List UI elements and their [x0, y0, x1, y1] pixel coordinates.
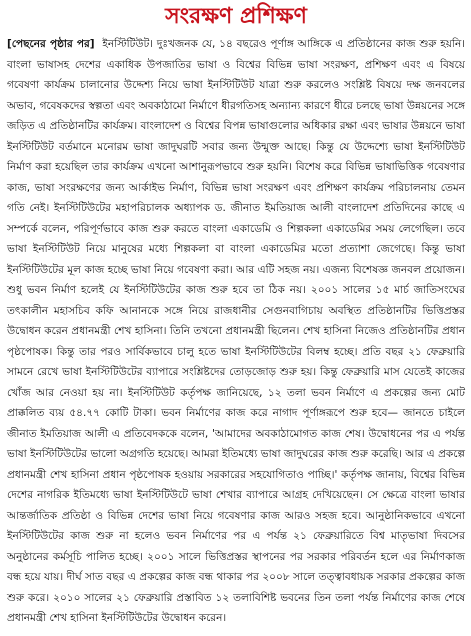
article-paragraph-4: ভবন নির্মাণের কাজ করে নাগাদ পূর্ণাঙ্গরূপে শুরু হবে— জানতে চাইলে জীনাত ইমতিয়াজ আলী এ প্রতিবেদককে বলেন, 'আমাদের অবকাঠামোগত কাজ শেষ। উদ্বোধনের পর এ পর্যন্ত ভাষা ইনস্টিটিউটের ভালো অগ্রগতি হয়েছে। আমরা ইতিমধ্যে ভাষা জাদুঘরের কাজ শুরু করেছি। আর এ প্রকল্পে প্রধানমন্ত্রী শেখ হাসিনা প্রধান পৃষ্ঠপোষক হওয়ায় সরকারের সহযোগিতাও পাচ্ছি।' কর্তৃপক্ষ জানায়, বিশ্বের বিভিন্ন দেশের নাগরিক ইতিমধ্যে ভাষা ইনস্টিটিউটে ভাষা শেখার ব্যাপারে আগ্রহ দেখিয়েছেন। সে ক্ষেত্রে বাংলা ভাষার আন্তর্জাতিক প্রতিষ্ঠা ও বিভিন্ন দেশের ভাষা নিয়ে গবেষণার কাজ আরও সহজ হবে। আনুষ্ঠানিকভাবে এখনো ইনস্টিটিউটের কাজ শুরু না হলেও ভবন নির্মাণের পর এ পর্যন্ত ২১ ফেব্রুয়ারিতে বিশ্ব মাতৃভাষা দিবসের অনুষ্ঠানের কর্মসূচি পালিত হচ্ছে।	[7, 407, 465, 563]
article-paragraph-5: ২০০১ সালে ভিত্তিপ্রস্তর স্থাপনের পর সরকার পরিবর্তন হলে এর নির্মাণকাজ বন্ধ হয়ে যায়। দীর্ঘ সাত বছর এ প্রকল্পের কাজ বন্ধ থাকার পর ২০০৮ সালে তত্ত্বাবধায়ক সরকার প্রকল্পের কাজ শুরু করে। ২০১০ সালের ২১ ফেব্রুয়ারি প্রস্তাবিত ১২ তলাবিশিষ্ট ভবনের তিন তলা পর্যন্ত নির্মাণের কাজ শেষে প্রধানমন্ত্রী শেখ হাসিনা ইনস্টিটিউটের উদ্বোধন করেন।	[7, 550, 465, 624]
continued-label: [পেছনের পৃষ্ঠার পর]	[7, 38, 95, 50]
article-body	[7, 34, 465, 629]
article-paragraph-1: ইনস্টিটিউট। দুঃখজনক যে, ১৪ বছরেও পূর্ণাঙ্গ আঙ্গিকে এ প্রতিষ্ঠানের কাজ শুরু হয়নি। বাংলা ভাষাসহ দেশের একাধিক উপজাতির ভাষা ও বিশ্বের বিভিন্ন ভাষা সংরক্ষণ, প্রশিক্ষণ এবং এ বিষয়ে গবেষণা কার্যক্রম চালানোর উদ্দেশ্য নিয়ে ভাষা ইনস্টিটিউট যাত্রা শুরু করলেও সংশ্লিষ্ট বিষয়ে দক্ষ জনবলের অভাব, গবেষকদের স্বল্পতা এবং অবকাঠামো নির্মাণে ধীরগতিসহ অন্যান্য কারণে ধীরে চলছে ভাষা উন্নয়নের সঙ্গে জড়িত এ প্রতিষ্ঠানটির কার্যক্রম। বাংলাদেশ ও বিশ্বের বিপন্ন ভাষাগুলোর অধিকার রক্ষা এবং ভাষার উন্নয়নে ভাষা ইনস্টিটিউট বর্তমানে মনোরম ভাষা জাদুঘরটি সবার জন্য উন্মুক্ত আছে। কিন্তু যে উদ্দেশ্যে ভাষা ইনস্টিটিউট নির্মাণ করা হয়েছিল তার কার্যক্রম এখনো আশানুরূপভাবে শুরু হয়নি। বিশেষ করে বিভিন্ন ভাষাভিত্তিক গবেষণার কাজ, ভাষা সংরক্ষণের জন্য আর্কাইভ নির্মাণ, বিভিন্ন ভাষা সংরক্ষণ এবং প্রশিক্ষণ কার্যক্রম পরিচালনায় তেমন গতি নেই।	[7, 38, 465, 214]
headline: সংরক্ষণ প্রশিক্ষণ	[165, 4, 307, 29]
article-paragraph-3: ২০০১ সালের ১৫ মার্চ জাতিসংঘের তৎকালীন মহাসচিব কফি আনানকে সঙ্গে নিয়ে রাজধানীর সেগুনবাগিচায় অবস্থিত প্রতিষ্ঠানটির ভিত্তিপ্রস্তর উদ্বোধন করেন প্রধানমন্ত্রী শেখ হাসিনা। তিনি তখনো প্রধানমন্ত্রী ছিলেন। শেখ হাসিনা নিজেও প্রতিষ্ঠানটির প্রধান পৃষ্ঠপোষক। কিন্তু তার পরও সার্বিকভাবে চালু হতে ভাষা ইনস্টিটিউটের বিলম্ব হচ্ছে। প্রতি বছর ২১ ফেব্রুয়ারি সামনে রেখে ভাষা ইনস্টিটিউটের ব্যাপারে সংশ্লিষ্টদের তোড়জোড় শুরু হয়। কিন্তু ফেব্রুয়ারি মাস যেতেই কাজের খোঁজ আর নেওয়া হয় না। ইনস্টিটিউট কর্তৃপক্ষ জানিয়েছে, ১২ তলা ভবন নির্মাণে এ প্রকল্পের জন্য মোট প্রাক্কলিত ব্যয় ৫৪.৭৭ কোটি টাকা।	[7, 284, 465, 419]
article-paragraph-2: ইনস্টিটিউটের মহাপরিচালক অধ্যাপক ড. জীনাত ইমতিয়াজ আলী বাংলাদেশ প্রতিদিনের কাছে এ সম্পর্কে বলেন, পরিপূর্ণভাবে কাজ শুরু করতে বাংলা একাডেমি ও শিল্পকলা একাডেমির সময় লেগেছিল। তবে ভাষা ইনস্টিটিউট নিয়ে মানুষের মধ্যে শিল্পকলা বা বাংলা একাডেমির মতো প্রত্যাশা জেগেছে। কিন্তু ভাষা ইনস্টিটিউটের মূল কাজ হচ্ছে ভাষা নিয়ে গবেষণা করা। আর এটি সহজ নয়। এজন্য বিশেষজ্ঞ জনবল প্রয়োজন। শুধু ভবন নির্মাণ হলেই যে ইনস্টিটিউটের কাজ শুরু হবে তা ঠিক নয়।	[7, 202, 465, 296]
